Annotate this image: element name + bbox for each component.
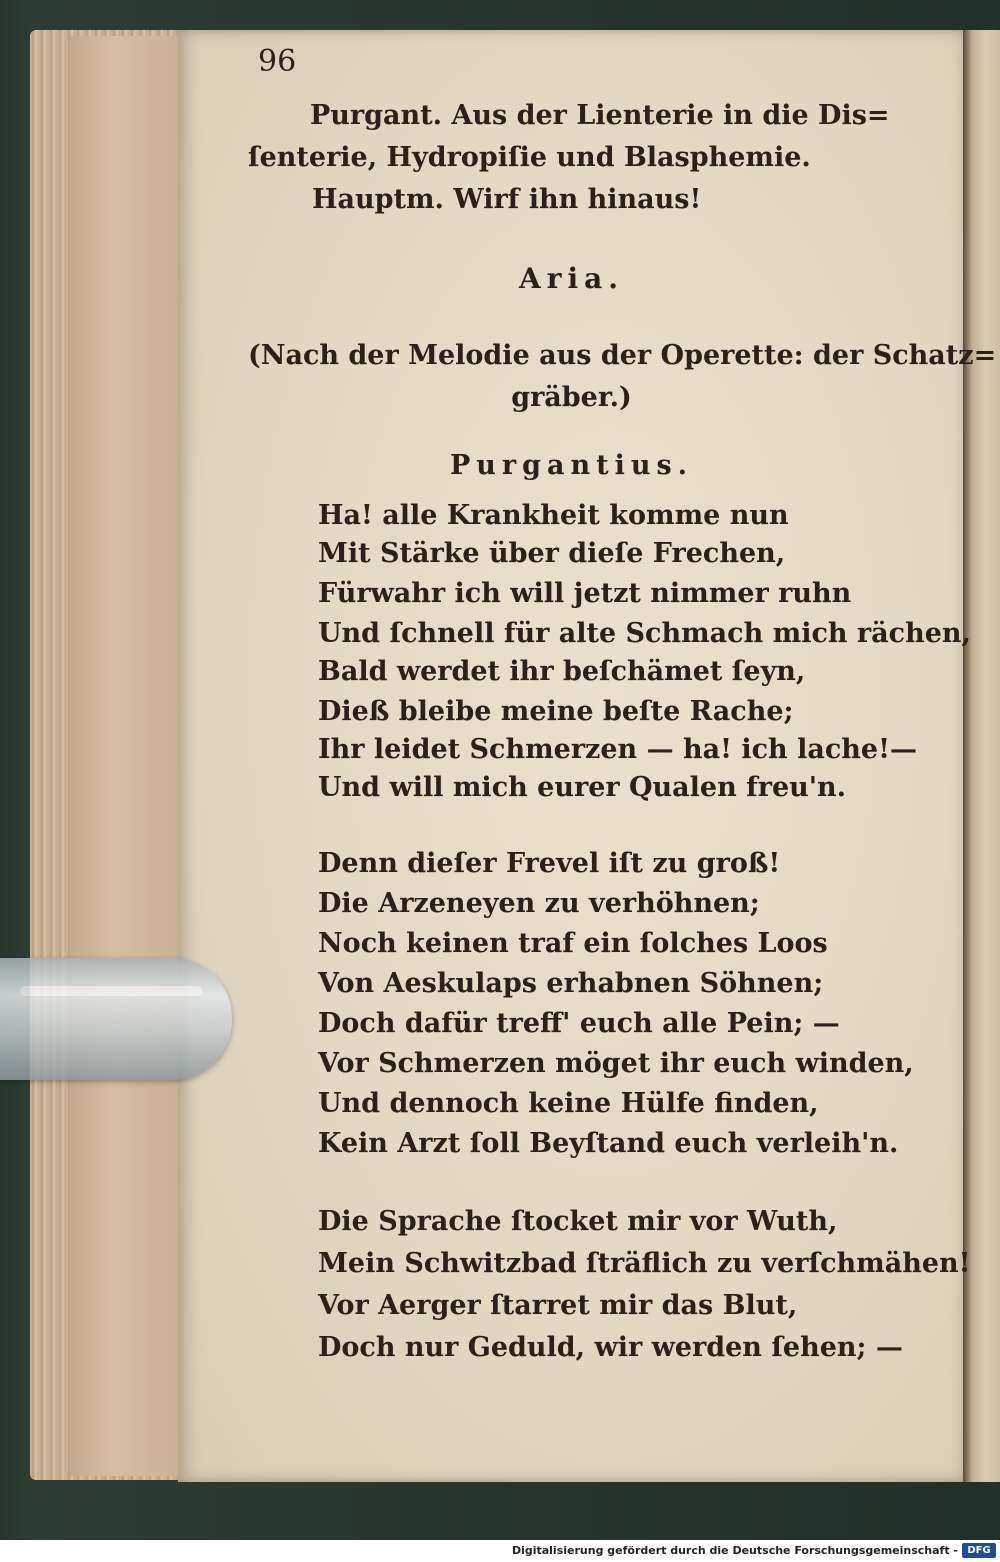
verse-line: Und will mich eurer Qualen freu'n. [318, 772, 847, 803]
page-block [70, 36, 180, 1476]
verse-line: Die Sprache ſtocket mir vor Wuth, [318, 1206, 838, 1237]
verse-line: Mit Stärke über dieſe Frechen, [318, 538, 786, 569]
verse-line: Noch keinen traf ein ſolches Loos [318, 928, 828, 959]
verse-line: Und dennoch keine Hülfe finden, [318, 1088, 819, 1119]
dfg-logo[interactable]: DFG [962, 1543, 996, 1558]
verse-line: Von Aeskulaps erhabnen Söhnen; [318, 968, 824, 999]
melody-note: (Nach der Melodie aus der Operette: der Schatz= [248, 340, 997, 371]
melody-note-cont: gräber.) [511, 382, 632, 413]
verse-line: Ihr leidet Schmerzen — ha! ich lache!— [318, 734, 917, 765]
verse-line: Denn dieſer Frevel iſt zu groß! [318, 848, 781, 879]
verse-line: Mein Schwitzbad ſträflich zu verſchmähen! [318, 1248, 971, 1279]
verse-line: Doch nur Geduld, wir werden ſehen; — [318, 1332, 903, 1363]
verse-line: Dieß bleibe meine beſte Rache; [318, 696, 794, 727]
text-line: ſenterie, Hydropiſie und Blasphemie. [248, 142, 811, 173]
page-holder-clip [0, 958, 232, 1080]
verse-line: Ha! alle Krankheit komme nun [318, 500, 789, 531]
verse-line: Bald werdet ihr beſchämet ſeyn, [318, 656, 806, 687]
aria-heading: Aria. [518, 262, 624, 295]
verse-line: Doch dafür treff' euch alle Pein; — [318, 1008, 840, 1039]
page-number: 96 [258, 44, 297, 79]
footer-bar [0, 1540, 1000, 1562]
text-line: Purgant. Aus der Lienterie in die Dis= [310, 100, 890, 131]
text-line: Hauptm. Wirf ihn hinaus! [312, 184, 702, 215]
speaker-name: Purgantius. [449, 450, 694, 481]
verse-line: Die Arzeneyen zu verhöhnen; [318, 888, 760, 919]
verse-line: Vor Aerger ſtarret mir das Blut, [318, 1290, 798, 1321]
verse-line: Kein Arzt ſoll Beyſtand euch verleih'n. [318, 1128, 899, 1159]
footer-credit: Digitalisierung gefördert durch die Deutsche Forschungsgemeinschaft - [511, 1544, 958, 1557]
verse-line: Fürwahr ich will jetzt nimmer ruhn [318, 578, 852, 609]
verse-line: Und ſchnell für alte Schmach mich rächen, [318, 618, 971, 649]
page-edges [30, 30, 180, 1480]
verse-line: Vor Schmerzen möget ihr euch winden, [318, 1048, 914, 1079]
